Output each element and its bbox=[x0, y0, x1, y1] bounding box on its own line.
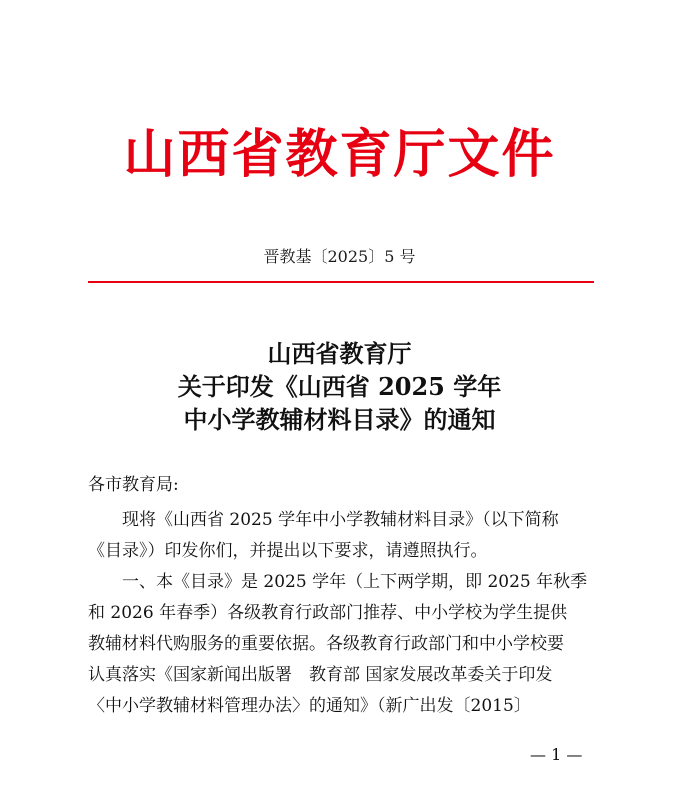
body-line: 〈中小学教辅材料管理办法〉的通知》（新广出发〔2015〕 bbox=[88, 696, 531, 716]
title-line-2: 关于印发《山西省 2025 学年 bbox=[177, 372, 502, 401]
title-line-3: 中小学教辅材料目录》的通知 bbox=[183, 405, 496, 434]
page-number: — 1 — bbox=[530, 745, 583, 764]
title-line-1: 山西省教育厅 bbox=[267, 339, 412, 368]
body-line: 一、本《目录》是 2025 学年（上下两学期，即 2025 年秋季 bbox=[122, 572, 588, 592]
body-line: 教辅材料代购服务的重要依据。各级教育行政部门和中小学校要 bbox=[88, 634, 564, 654]
document-number: 晋教基〔2025〕5 号 bbox=[263, 247, 416, 266]
salutation: 各市教育局: bbox=[88, 475, 179, 495]
body-line: 认真落实《国家新闻出版署 教育部 国家发展改革委关于印发 bbox=[88, 665, 553, 685]
body-line: 《目录》）印发你们，并提出以下要求，请遵照执行。 bbox=[88, 541, 488, 561]
issuing-office-header: 山西省教育厅文件 bbox=[123, 124, 556, 185]
body-line: 和 2026 年春季）各级教育行政部门推荐、中小学校为学生提供 bbox=[88, 603, 568, 623]
notice-title bbox=[0, 337, 679, 436]
body-line: 现将《山西省 2025 学年中小学教辅材料目录》（以下简称 bbox=[122, 510, 559, 530]
red-divider-line bbox=[88, 281, 594, 283]
body-paragraphs bbox=[88, 505, 600, 722]
